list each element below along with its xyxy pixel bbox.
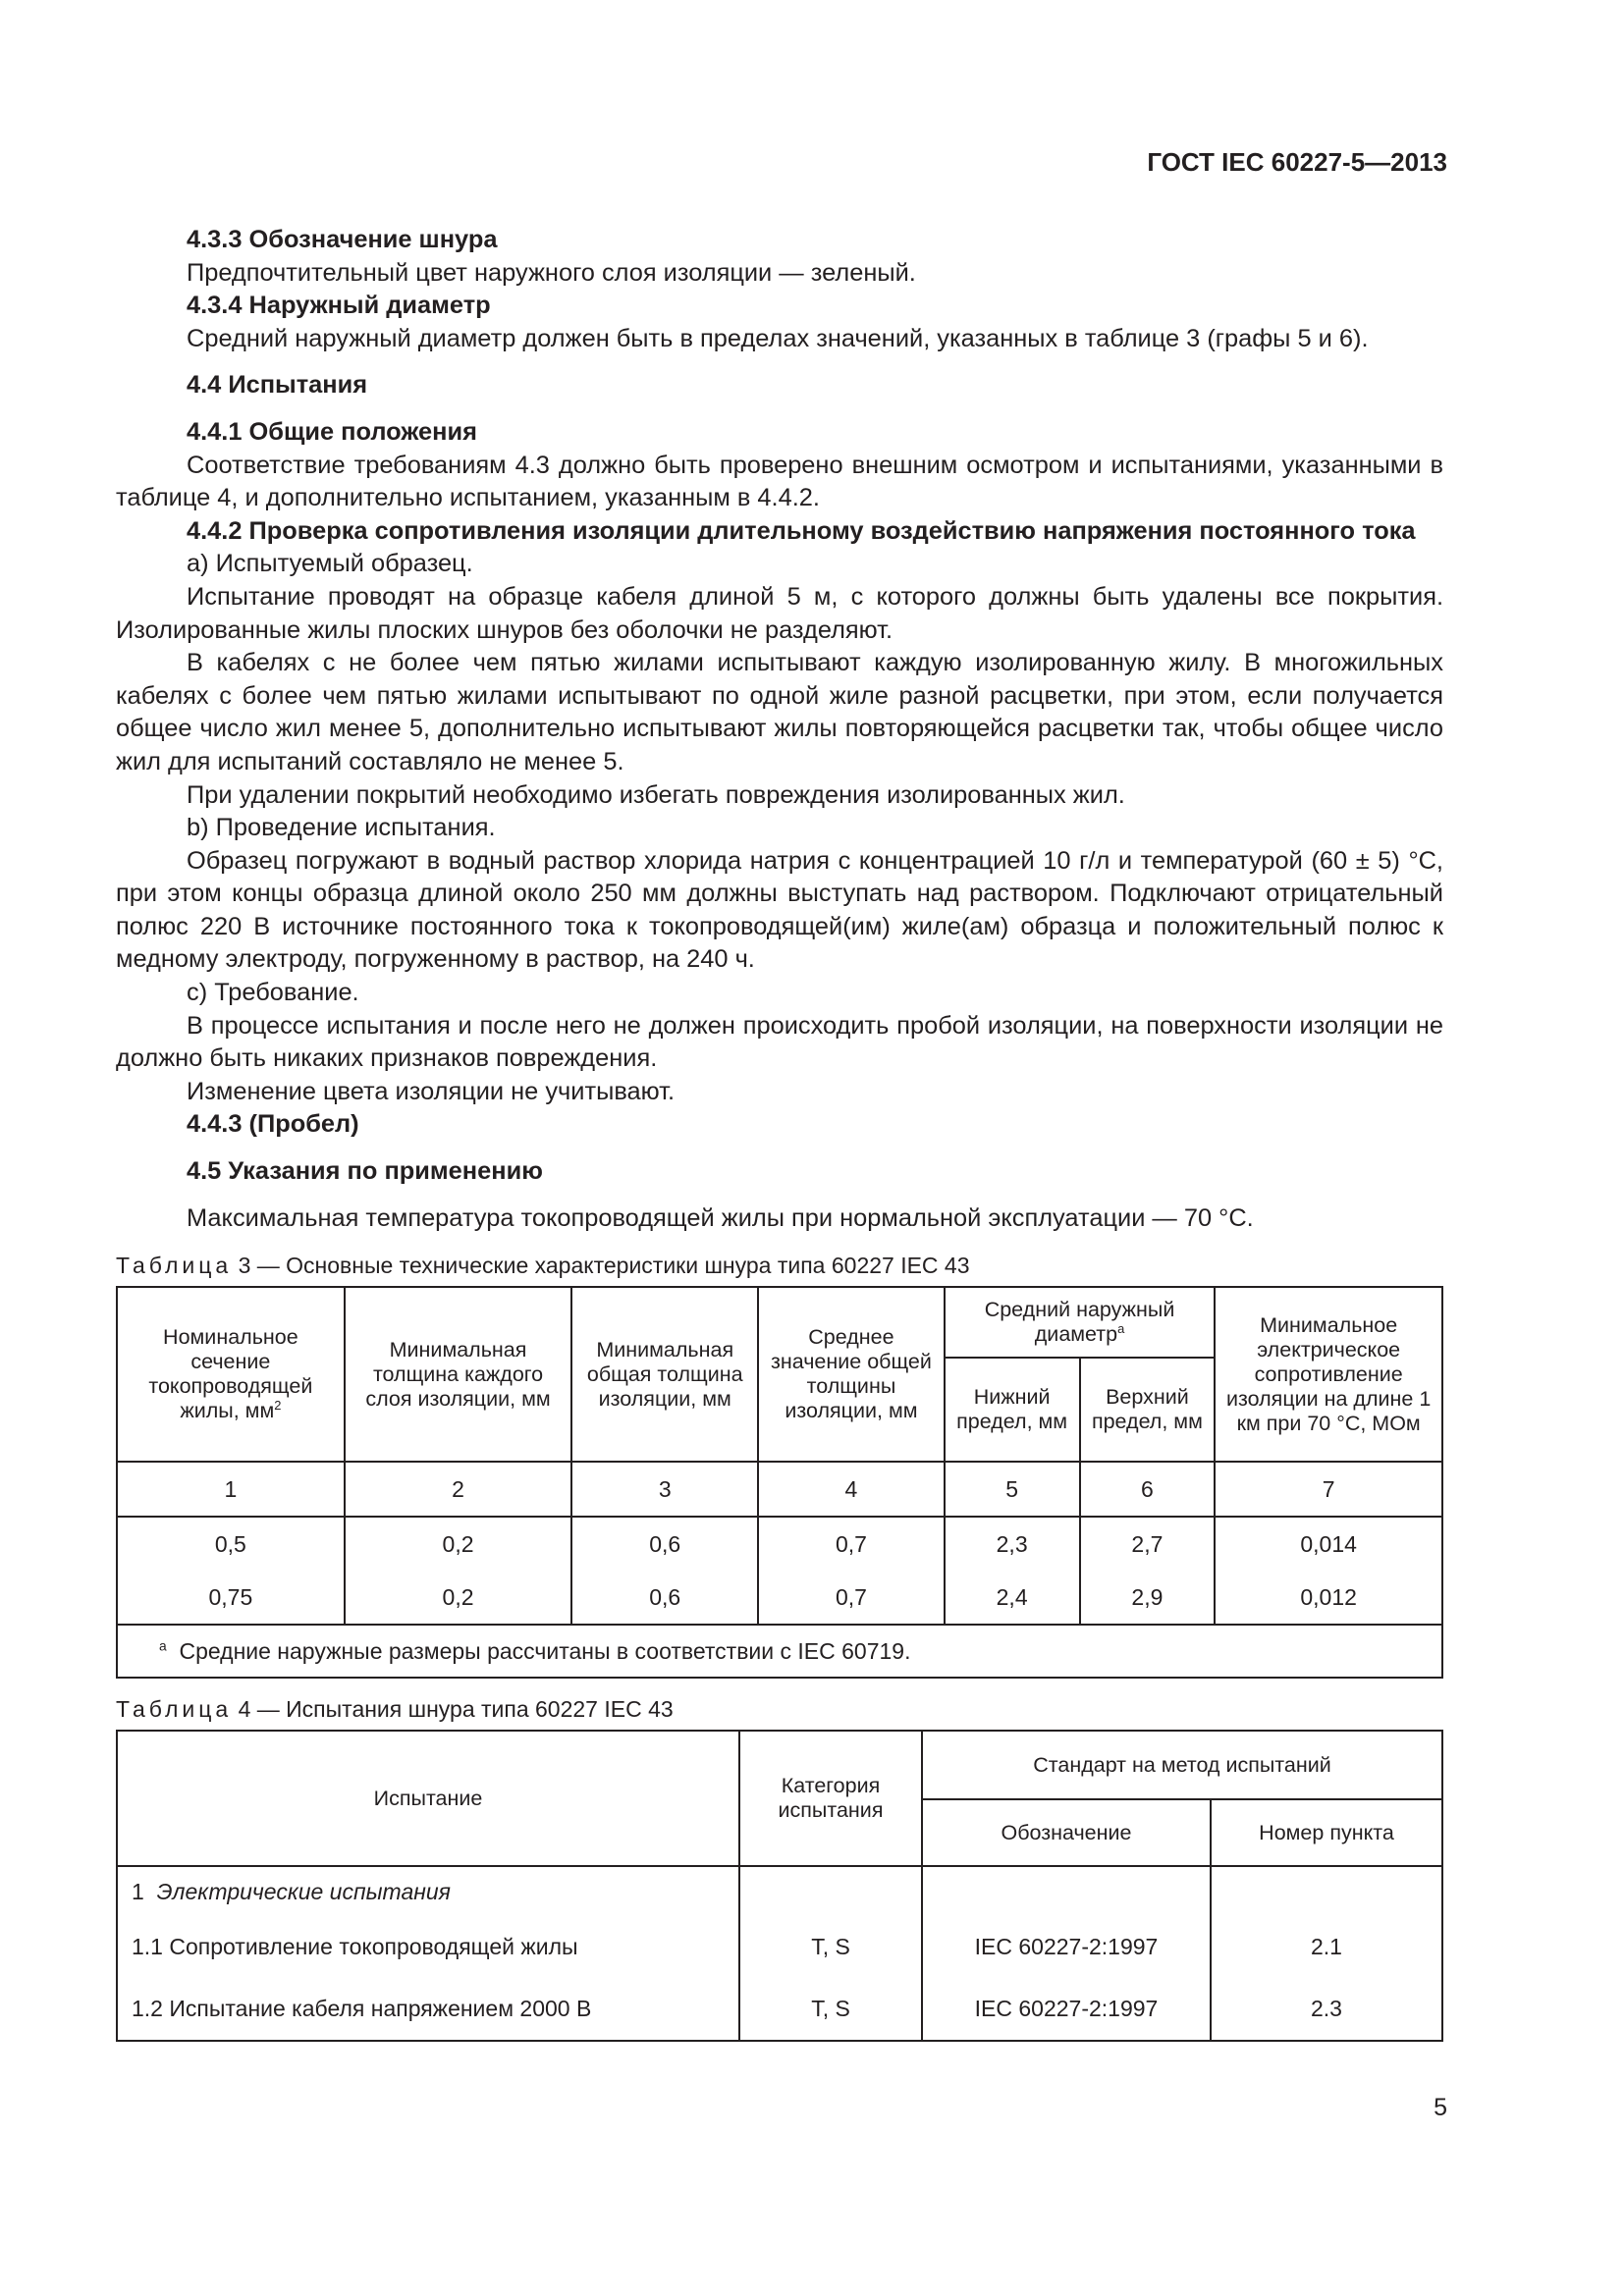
table4-caption-text: 4 — Испытания шнура типа 60227 IEC 43 <box>238 1696 674 1723</box>
table-row: 1.2 Испытание кабеля напряжением 2000 В T, S IEC 60227-2:1997 2.3 <box>117 1977 1442 2041</box>
heading-4-5: 4.5 Указания по применению <box>187 1157 543 1186</box>
table4-group-title: 1 Электрические испытания <box>117 1866 739 1916</box>
paragraph-4-4-2-4: Образец погружают в водный раствор хлорида натрия с концентрацией 10 г/л и температурой (60 ± 5) °С, при этом концы образца длиной около 250 мм должны выступать над раствором. Подключают отрицательный полюс 220 В источнике постоянного тока к токопроводящей(им) жиле(ам) образца и положительный полюс к медному электроду, погруженному в раствор, на 240 ч. <box>116 846 1443 974</box>
table3-col-number: 4 <box>758 1462 945 1517</box>
heading-4-4-2: 4.4.2 Проверка сопротивления изоляции длительному воздействию напряжения постоянного тока <box>187 516 1416 545</box>
table3-col-number: 2 <box>345 1462 572 1517</box>
table3 <box>116 1286 1443 1679</box>
paragraph-4-4-2-3: При удалении покрытий необходимо избегать повреждения изолированных жил. <box>187 780 1125 809</box>
paragraph-4-3-4: Средний наружный диаметр должен быть в пределах значений, указанных в таблице 3 (графы 5 и 6). <box>187 324 1369 352</box>
heading-4-4-1: 4.4.1 Общие положения <box>187 417 477 446</box>
paragraph-4-4-2-2: В кабелях с не более чем пятью жилами испытывают каждую изолированную жилу. В многожильных кабелях с более чем пятью жилами испытывают по одной жиле разной расцветки, при этом, если получается общее число жил менее 5, дополнительно испытывают жилы повторяющейся расцветки так, чтобы общее число жил для испытаний составляло не менее 5. <box>116 649 1443 775</box>
table-row: 0,5 0,2 0,6 0,7 2,3 2,7 0,014 <box>117 1517 1442 1571</box>
table3-header-resistance: Минимальное электрическое сопротивление изоляции на длине 1 км при 70 °С, МОм <box>1215 1287 1442 1462</box>
footnote-mark: a <box>159 1638 167 1654</box>
table4-header-test: Испытание <box>117 1731 739 1866</box>
table3-header-upper-limit: Верхний предел, мм <box>1080 1358 1216 1462</box>
heading-4-4-3: 4.4.3 (Пробел) <box>187 1110 359 1139</box>
table3-header-avg-diameter: Средний наружный диаметр$^a$ <box>945 1287 1216 1358</box>
table4 <box>116 1730 1443 2042</box>
item-a: a) Испытуемый образец. <box>187 550 473 578</box>
table3-header-lower-limit: Нижний предел, мм <box>945 1358 1080 1462</box>
table-row: 1.1 Сопротивление токопроводящей жилы T, S IEC 60227-2:1997 2.1 <box>117 1916 1442 1977</box>
document-code-header: ГОСТ IEC 60227-5—2013 <box>1147 147 1447 177</box>
heading-4-3-4: 4.3.4 Наружный диаметр <box>187 292 491 320</box>
table3-header-min-layer: Минимальная толщина каждого слоя изоляции, мм <box>345 1287 572 1462</box>
table-row <box>117 1866 1442 1916</box>
table4-header-category: Категория испытания <box>739 1731 922 1866</box>
table4-caption <box>116 1694 1443 1724</box>
item-c: c) Требование. <box>187 979 359 1007</box>
table3-caption-word: Таблица <box>116 1253 233 1279</box>
page-number: 5 <box>1434 2094 1447 2121</box>
table4-header-clause: Номер пункта <box>1211 1799 1442 1866</box>
table3-header-avg-thickness: Среднее значение общей толщины изоляции, мм <box>758 1287 945 1462</box>
table3-caption <box>116 1251 1443 1280</box>
table3-col-number: 6 <box>1080 1462 1216 1517</box>
table3-caption-text: 3 — Основные технические характеристики шнура типа 60227 IEC 43 <box>238 1253 970 1279</box>
paragraph-4-4-1: Соответствие требованиям 4.3 должно быть проверено внешним осмотром и испытаниями, указанными в таблице 4, и дополнительно испытанием, указанным в 4.4.2. <box>116 451 1443 512</box>
paragraph-4-3-3: Предпочтительный цвет наружного слоя изоляции — зеленый. <box>187 258 916 287</box>
table3-footnote: $^a$ Средние наружные размеры рассчитаны в соответствии с IEC 60719. <box>117 1625 1442 1678</box>
table4-header-designation: Обозначение <box>922 1799 1211 1866</box>
page-body <box>116 224 1443 2042</box>
table3-col-number: 5 <box>945 1462 1080 1517</box>
table3-header-cross-section: Номинальное сечение токопроводящей жилы, $мм^2$ <box>117 1287 345 1462</box>
paragraph-4-4-2-6: Изменение цвета изоляции не учитывают. <box>187 1077 676 1105</box>
table4-caption-word: Таблица <box>116 1696 233 1723</box>
table4-header-standard: Стандарт на метод испытаний <box>922 1731 1442 1799</box>
heading-4-3-3: 4.3.3 Обозначение шнура <box>187 226 498 253</box>
table-row: 0,75 0,2 0,6 0,7 2,4 2,9 0,012 <box>117 1571 1442 1625</box>
paragraph-4-5: Максимальная температура токопроводящей жилы при нормальной эксплуатации — 70 °С. <box>187 1203 1254 1232</box>
paragraph-4-4-2-5: В процессе испытания и после него не должен происходить пробой изоляции, на поверхности изоляции не должно быть никаких признаков повреждения. <box>116 1011 1443 1073</box>
table3-col-number: 3 <box>571 1462 758 1517</box>
table3-header-min-total: Минимальная общая толщина изоляции, мм <box>571 1287 758 1462</box>
table3-col-number: 7 <box>1215 1462 1442 1517</box>
heading-4-4: 4.4 Испытания <box>187 371 368 400</box>
table3-col-number: 1 <box>117 1462 345 1517</box>
item-b: b) Проведение испытания. <box>187 814 496 842</box>
paragraph-4-4-2-1: Испытание проводят на образце кабеля длиной 5 м, с которого должны быть удалены все покрытия. Изолированные жилы плоских шнуров без оболочки не разделяют. <box>116 582 1443 644</box>
